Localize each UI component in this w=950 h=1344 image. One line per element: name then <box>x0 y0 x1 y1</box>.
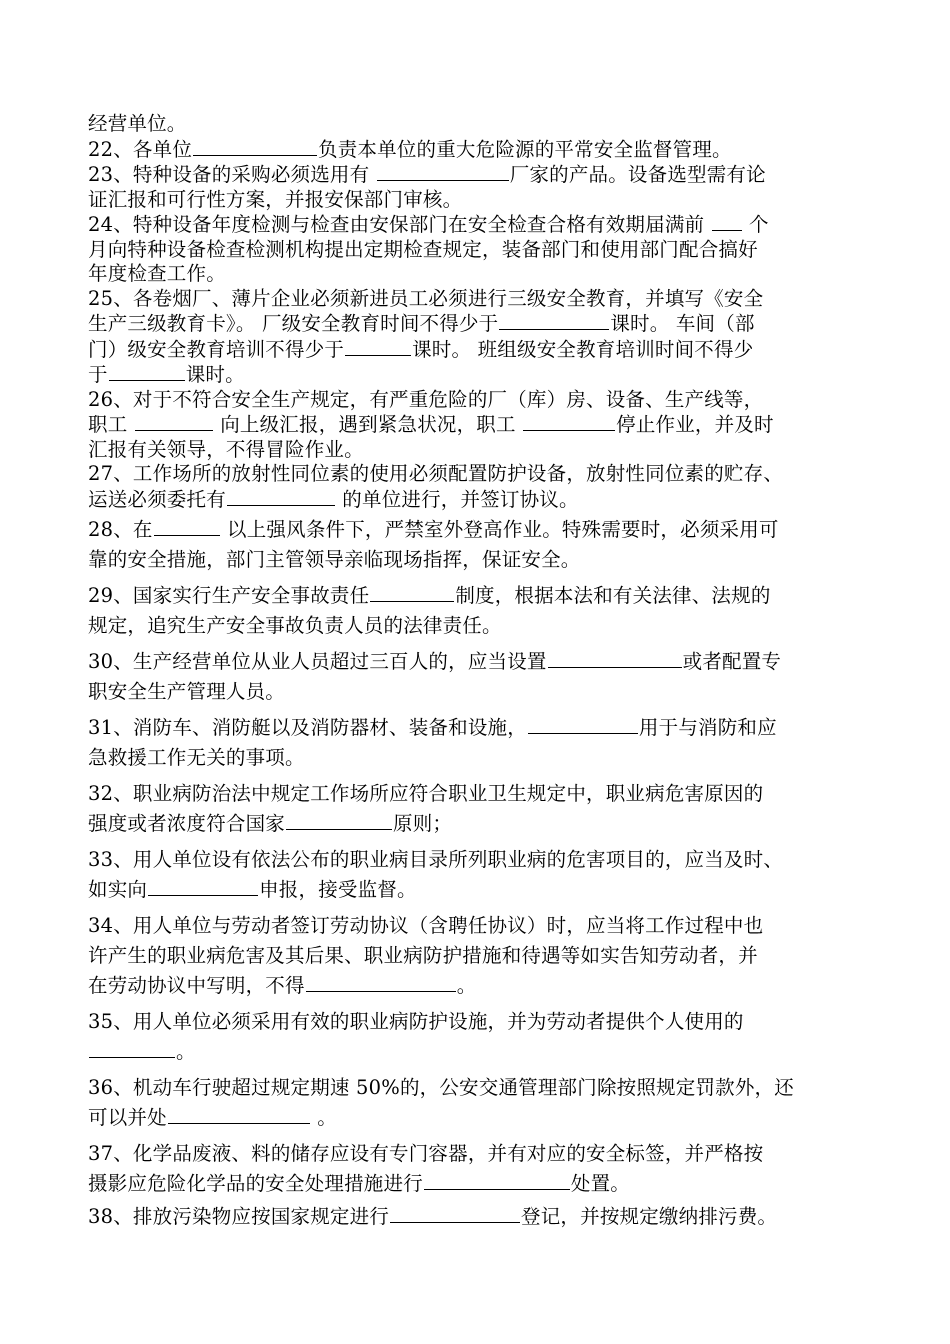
text: 27、工作场所的放射性同位素的使用必须配置防护设备，放射性同位素的贮存、 <box>88 462 784 485</box>
question-34 <box>88 911 874 1001</box>
question-28 <box>88 515 874 575</box>
answer-blank[interactable] <box>89 1039 175 1058</box>
text: 25、各卷烟厂、薄片企业必须新进员工必须进行三级安全教育，并填写《安全 <box>88 286 764 310</box>
question-30 <box>88 647 874 707</box>
text: 证汇报和可行性方案，并报安保部门审核。 <box>88 187 463 211</box>
answer-blank[interactable] <box>390 1204 520 1223</box>
answer-blank[interactable] <box>499 311 609 330</box>
answer-blank[interactable] <box>286 811 392 830</box>
text: 年度检查工作。 <box>88 262 226 285</box>
text: 运送必须委托有 <box>88 487 226 511</box>
answer-blank[interactable] <box>370 583 454 602</box>
text: 24、特种设备年度检测与检查由安保部门在安全检查合格有效期届满前 <box>88 213 711 236</box>
text: 规定，追究生产安全事故负责人员的法律责任。 <box>88 614 502 637</box>
question-list <box>88 112 874 1232</box>
text: 36、机动车行驶超过规定期速 50%的，公安交通管理部门除按照规定罚款外，还 <box>88 1076 794 1099</box>
question-26 <box>88 388 874 463</box>
text: 门）级安全教育培训不得少于 <box>88 337 345 361</box>
answer-blank[interactable] <box>424 1171 570 1190</box>
question-21-tail <box>88 112 874 137</box>
answer-blank[interactable] <box>148 877 258 896</box>
question-25 <box>88 287 874 388</box>
text: 制度，根据本法和有关法律、法规的 <box>455 584 771 607</box>
text: 停止作业，并及时 <box>616 413 774 436</box>
question-23 <box>88 162 874 212</box>
text: 登记，并按规定缴纳排污费。 <box>521 1205 778 1228</box>
text: 以上强风条件下，严禁室外登高作业。特殊需要时，必须采用可 <box>220 518 779 541</box>
question-36 <box>88 1073 874 1133</box>
text: 。 <box>310 1106 337 1129</box>
text: 37、化学品废液、料的储存应设有专门容器，并有对应的安全标签，并严格按 <box>88 1142 764 1165</box>
text: 如实向 <box>88 878 148 901</box>
answer-blank[interactable] <box>135 412 213 431</box>
text: 22、各单位 <box>88 137 193 161</box>
answer-blank[interactable] <box>528 715 638 734</box>
answer-blank[interactable] <box>227 487 335 506</box>
text: 生产三级教育卡》。 厂级安全教育时间不得少于 <box>88 312 499 335</box>
question-33 <box>88 845 874 905</box>
text: 申报，接受监督。 <box>259 878 417 901</box>
question-38 <box>88 1202 874 1232</box>
text: 课时。 车间（部 <box>610 312 755 335</box>
text: 30、生产经营单位从业人员超过三百人的，应当设置 <box>88 650 547 673</box>
text: 38、排放污染物应按国家规定进行 <box>88 1205 390 1228</box>
text: 强度或者浓度符合国家 <box>88 812 286 835</box>
question-22 <box>88 137 874 163</box>
text: 靠的安全措施，部门主管领导亲临现场指挥，保证安全。 <box>88 548 581 571</box>
question-31 <box>88 713 874 773</box>
question-32 <box>88 779 874 839</box>
text: 29、国家实行生产安全事故责任 <box>88 584 370 607</box>
question-35 <box>88 1007 874 1067</box>
text: 急救援工作无关的事项。 <box>88 746 305 769</box>
text: 的单位进行，并签订协议。 <box>335 487 579 511</box>
text: 职工 <box>88 413 134 436</box>
text: 厂家的产品。设备选型需有论 <box>509 163 766 186</box>
text: 或者配置专 <box>682 650 782 673</box>
text: 32、职业病防治法中规定工作场所应符合职业卫生规定中，职业病危害原因的 <box>88 782 764 805</box>
text: 33、用人单位设有依法公布的职业病目录所列职业病的危害项目的，应当及时、 <box>88 848 784 871</box>
text: 课时。 班组级安全教育培训时间不得少 <box>412 337 754 361</box>
answer-blank[interactable] <box>154 517 220 536</box>
text: 负责本单位的重大危险源的平常安全监督管理。 <box>318 137 732 161</box>
answer-blank[interactable] <box>345 337 411 356</box>
text: 经营单位。 <box>88 112 187 135</box>
text: 摄影应危险化学品的安全处理措施进行 <box>88 1172 423 1195</box>
text: 课时。 <box>185 363 245 386</box>
text: 34、用人单位与劳动者签订劳动协议（含聘任协议）时，应当将工作过程中也 <box>88 914 764 937</box>
text: 用于与消防和应 <box>638 716 777 739</box>
answer-blank[interactable] <box>377 162 509 181</box>
text: 于 <box>88 363 108 386</box>
question-24 <box>88 212 874 287</box>
question-27 <box>88 462 874 512</box>
answer-blank[interactable] <box>109 362 185 381</box>
answer-blank[interactable] <box>193 137 317 156</box>
answer-blank[interactable] <box>712 212 742 231</box>
text: 28、在 <box>88 518 153 541</box>
text: 。 <box>176 1040 196 1063</box>
text: 个 <box>742 213 769 236</box>
text: 可以并处 <box>88 1106 167 1129</box>
question-37 <box>88 1139 874 1199</box>
text: 26、对于不符合安全生产规定，有严重危险的厂（库）房、设备、生产线等， <box>88 387 764 411</box>
question-29 <box>88 581 874 641</box>
text: 处置。 <box>570 1172 631 1195</box>
text: 31、消防车、消防艇以及消防器材、装备和设施， <box>88 716 527 739</box>
text: 原则； <box>393 812 453 835</box>
text: 许产生的职业病危害及其后果、职业病防护措施和待遇等如实告知劳动者，并 <box>88 944 758 967</box>
answer-blank[interactable] <box>548 649 682 668</box>
answer-blank[interactable] <box>168 1105 310 1124</box>
answer-blank[interactable] <box>523 412 615 431</box>
text: 汇报有关领导，不得冒险作业。 <box>88 437 364 461</box>
text: 向上级汇报，遇到紧急状况，职工 <box>213 413 523 436</box>
answer-blank[interactable] <box>306 973 456 992</box>
text: 月向特种设备检查检测机构提出定期检查规定，装备部门和使用部门配合搞好 <box>88 237 758 261</box>
text: 在劳动协议中写明，不得 <box>88 974 305 997</box>
text: 23、特种设备的采购必须选用有 <box>88 163 376 186</box>
text: 职安全生产管理人员。 <box>88 680 286 703</box>
text: 35、用人单位必须采用有效的职业病防护设施，并为劳动者提供个人使用的 <box>88 1010 744 1033</box>
text: 。 <box>456 974 477 997</box>
